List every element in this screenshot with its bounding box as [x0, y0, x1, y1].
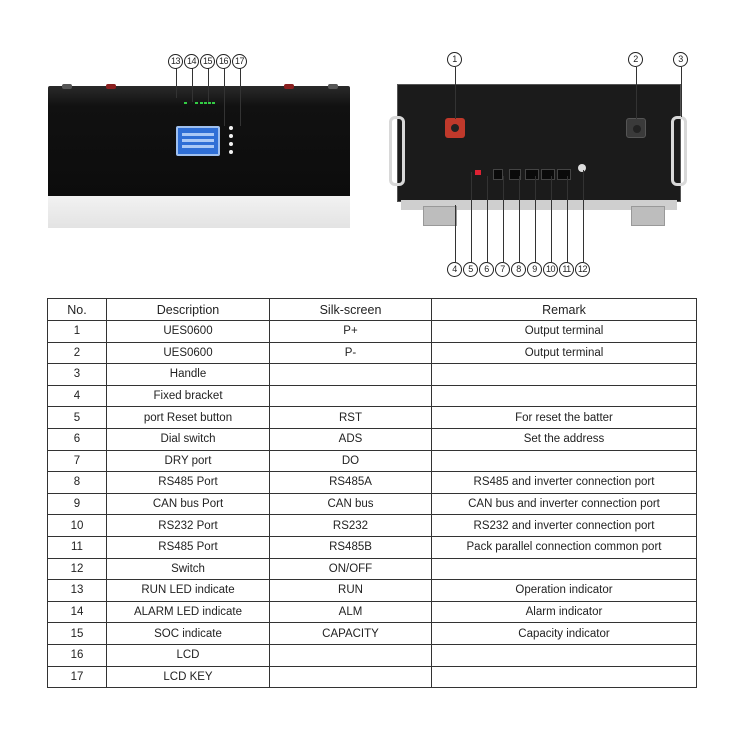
callout-7: 7	[495, 262, 510, 277]
cell-silk-screen: CAPACITY	[270, 623, 432, 645]
callout-10: 10	[543, 262, 558, 277]
rear-panel-body	[397, 84, 681, 202]
table-row	[48, 580, 697, 602]
table-row	[48, 407, 697, 429]
cell-no: 14	[48, 601, 107, 623]
lcd-key	[229, 142, 233, 146]
cell-description: Dial switch	[107, 428, 270, 450]
table-row	[48, 321, 697, 343]
header-description: Description	[107, 299, 270, 321]
table-row	[48, 342, 697, 364]
cell-no: 10	[48, 515, 107, 537]
cell-description: Handle	[107, 364, 270, 386]
cell-silk-screen	[270, 644, 432, 666]
callout-3: 3	[673, 52, 688, 67]
callout-13: 13	[168, 54, 183, 69]
cell-silk-screen	[270, 385, 432, 407]
cell-remark	[432, 558, 697, 580]
cell-silk-screen: RS485B	[270, 536, 432, 558]
table-header-row	[48, 299, 697, 321]
front-panel-image	[48, 84, 350, 228]
table-row	[48, 472, 697, 494]
cell-remark: Output terminal	[432, 321, 697, 343]
callout-17: 17	[232, 54, 247, 69]
table-row	[48, 623, 697, 645]
cell-no: 8	[48, 472, 107, 494]
dial-switch	[493, 169, 503, 180]
cell-silk-screen: ADS	[270, 428, 432, 450]
cell-silk-screen: RST	[270, 407, 432, 429]
callout-14: 14	[184, 54, 199, 69]
front-top-terminal-red	[106, 84, 116, 89]
cell-description: SOC indicate	[107, 623, 270, 645]
cell-no: 5	[48, 407, 107, 429]
callout-leader	[471, 172, 472, 262]
cell-no: 3	[48, 364, 107, 386]
positive-terminal	[445, 118, 465, 138]
cell-description: Switch	[107, 558, 270, 580]
header-no: No.	[48, 299, 107, 321]
cell-silk-screen	[270, 364, 432, 386]
cell-remark	[432, 450, 697, 472]
front-top-terminal-red-right	[284, 84, 294, 89]
callout-11: 11	[559, 262, 574, 277]
cell-no: 11	[48, 536, 107, 558]
table-row	[48, 644, 697, 666]
lcd-screen	[176, 126, 220, 156]
cell-remark	[432, 364, 697, 386]
callout-8: 8	[511, 262, 526, 277]
callout-leader	[681, 67, 682, 117]
callout-leader	[535, 176, 536, 262]
cell-description: ALARM LED indicate	[107, 601, 270, 623]
cell-no: 16	[48, 644, 107, 666]
table-row	[48, 601, 697, 623]
table-row	[48, 385, 697, 407]
cell-no: 12	[48, 558, 107, 580]
soc-led	[204, 102, 207, 104]
handle-left	[389, 116, 405, 186]
fixed-bracket	[423, 206, 457, 226]
cell-remark: Output terminal	[432, 342, 697, 364]
callout-2: 2	[628, 52, 643, 67]
cell-silk-screen: ALM	[270, 601, 432, 623]
run-led	[184, 102, 187, 104]
lcd-key	[229, 126, 233, 130]
cell-description: UES0600	[107, 342, 270, 364]
callout-leader	[503, 176, 504, 262]
cell-remark	[432, 666, 697, 688]
callout-5: 5	[463, 262, 478, 277]
cell-silk-screen: P+	[270, 321, 432, 343]
cell-description: RS232 Port	[107, 515, 270, 537]
cell-silk-screen: RUN	[270, 580, 432, 602]
cell-remark: RS232 and inverter connection port	[432, 515, 697, 537]
cell-remark	[432, 644, 697, 666]
cell-remark: CAN bus and inverter connection port	[432, 493, 697, 515]
callout-leader	[455, 205, 456, 262]
cell-silk-screen: RS485A	[270, 472, 432, 494]
cell-remark: Set the address	[432, 428, 697, 450]
cell-description: UES0600	[107, 321, 270, 343]
handle-right	[671, 116, 687, 186]
cell-no: 9	[48, 493, 107, 515]
table-row	[48, 515, 697, 537]
alarm-led	[195, 102, 198, 104]
power-switch	[578, 164, 586, 172]
soc-led	[212, 102, 215, 104]
cell-description: RUN LED indicate	[107, 580, 270, 602]
callout-leader	[487, 176, 488, 262]
callout-leader	[551, 176, 552, 262]
cell-no: 15	[48, 623, 107, 645]
cell-no: 13	[48, 580, 107, 602]
table-row	[48, 666, 697, 688]
rear-panel-image	[383, 80, 703, 230]
cell-silk-screen: DO	[270, 450, 432, 472]
cell-remark: Alarm indicator	[432, 601, 697, 623]
cell-description: CAN bus Port	[107, 493, 270, 515]
table-body	[48, 321, 697, 688]
cell-no: 17	[48, 666, 107, 688]
header-silk-screen: Silk-screen	[270, 299, 432, 321]
callout-9: 9	[527, 262, 542, 277]
front-top-terminal-left	[62, 84, 72, 89]
callout-leader	[208, 68, 209, 102]
callout-15: 15	[200, 54, 215, 69]
spec-table	[47, 298, 697, 688]
cell-description: Fixed bracket	[107, 385, 270, 407]
callout-1: 1	[447, 52, 462, 67]
callout-leader	[519, 176, 520, 262]
cell-remark	[432, 385, 697, 407]
table-row	[48, 493, 697, 515]
lcd-key	[229, 150, 233, 154]
callout-6: 6	[479, 262, 494, 277]
cell-remark: Operation indicator	[432, 580, 697, 602]
callout-4: 4	[447, 262, 462, 277]
cell-remark: RS485 and inverter connection port	[432, 472, 697, 494]
table-row	[48, 364, 697, 386]
header-remark: Remark	[432, 299, 697, 321]
negative-terminal	[626, 118, 646, 138]
cell-description: DRY port	[107, 450, 270, 472]
table-row	[48, 450, 697, 472]
cell-no: 1	[48, 321, 107, 343]
cell-description: port Reset button	[107, 407, 270, 429]
callout-leader	[583, 170, 584, 262]
callout-12: 12	[575, 262, 590, 277]
callout-leader	[192, 68, 193, 102]
cell-no: 7	[48, 450, 107, 472]
cell-silk-screen: P-	[270, 342, 432, 364]
front-panel-base	[48, 196, 350, 228]
cell-description: LCD	[107, 644, 270, 666]
table-row	[48, 428, 697, 450]
cell-silk-screen: RS232	[270, 515, 432, 537]
cell-silk-screen	[270, 666, 432, 688]
table-row	[48, 536, 697, 558]
cell-remark: Capacity indicator	[432, 623, 697, 645]
callout-leader	[240, 68, 241, 126]
cell-no: 2	[48, 342, 107, 364]
table-row	[48, 558, 697, 580]
soc-led	[208, 102, 211, 104]
cell-silk-screen: CAN bus	[270, 493, 432, 515]
cell-no: 6	[48, 428, 107, 450]
callout-leader	[455, 67, 456, 119]
fixed-bracket	[631, 206, 665, 226]
cell-description: LCD KEY	[107, 666, 270, 688]
soc-led	[200, 102, 203, 104]
callout-leader	[567, 176, 568, 262]
lcd-key	[229, 134, 233, 138]
cell-remark: Pack parallel connection common port	[432, 536, 697, 558]
callout-leader	[224, 68, 225, 126]
cell-description: RS485 Port	[107, 536, 270, 558]
callout-leader	[176, 68, 177, 98]
rs485a-port	[525, 169, 539, 180]
cell-no: 4	[48, 385, 107, 407]
can-bus-port	[541, 169, 555, 180]
reset-button	[475, 170, 481, 175]
callout-16: 16	[216, 54, 231, 69]
cell-silk-screen: ON/OFF	[270, 558, 432, 580]
cell-remark: For reset the batter	[432, 407, 697, 429]
rs232-port	[557, 169, 571, 180]
callout-leader	[636, 67, 637, 119]
cell-description: RS485 Port	[107, 472, 270, 494]
front-top-terminal-right	[328, 84, 338, 89]
